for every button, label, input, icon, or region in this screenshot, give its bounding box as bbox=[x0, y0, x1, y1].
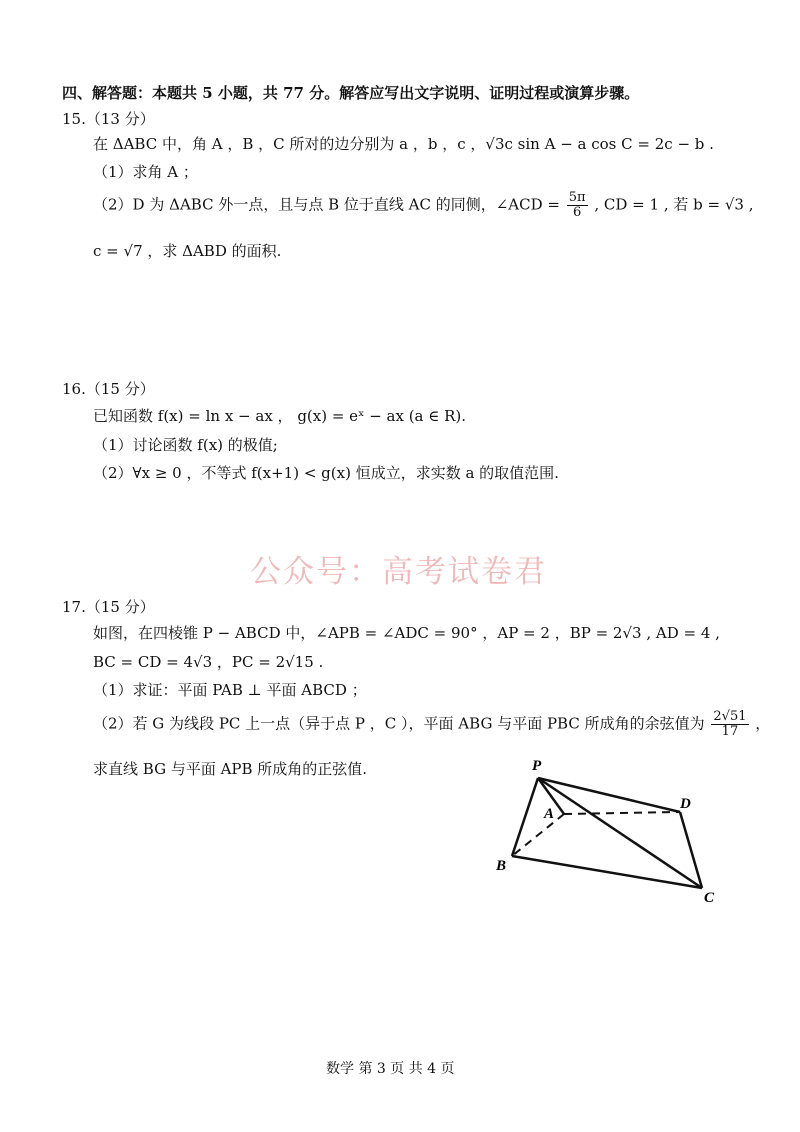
q15-fraction-denominator: 6 bbox=[573, 205, 582, 220]
q16-part1: （1）讨论函数 f(x) 的极值; bbox=[93, 436, 278, 454]
edge-bc bbox=[512, 856, 702, 888]
q15-part2-text-c: c = √7 ，求 ΔABD 的面积. bbox=[93, 242, 282, 260]
q15-part2-row bbox=[93, 191, 753, 220]
page-footer: 数学 第 3 页 共 4 页 bbox=[326, 1061, 455, 1077]
vertex-label-d: D bbox=[680, 796, 691, 812]
q15-number: 15.（13 分） bbox=[62, 110, 155, 128]
vertex-label-a: A bbox=[544, 806, 555, 822]
vertex-label-c: C bbox=[704, 890, 715, 906]
q17-fraction-denominator: 17 bbox=[721, 724, 739, 739]
q15-part2-fraction bbox=[567, 191, 588, 220]
q15-part1: （1）求角 A ； bbox=[93, 163, 198, 181]
q17-stem-line2: BC = CD = 4√3 ，PC = 2√15 . bbox=[93, 653, 324, 671]
q17-fraction-numerator: 2√51 bbox=[713, 709, 747, 724]
watermark-text: 公众号：高考试卷君 bbox=[250, 554, 547, 590]
q15-part2-text-b: , CD = 1 , 若 b = √3 , bbox=[594, 195, 754, 214]
q16-part2: （2）∀x ≥ 0 ，不等式 f(x+1) < g(x) 恒成立，求实数 a 的取值范围. bbox=[93, 464, 559, 482]
pyramid-figure bbox=[480, 746, 740, 906]
q15-stem: 在 ΔABC 中，角 A ，B ，C 所对的边分别为 a ，b ，c ，√3c sin A − a cos C = 2c − b . bbox=[93, 135, 714, 153]
vertex-label-p: P bbox=[532, 758, 542, 774]
q17-part2-text-a: （2）若 G 为线段 PC 上一点（异于点 P ，C ），平面 ABG 与平面 PBC 所成角的余弦值为 bbox=[93, 714, 705, 733]
vertex-label-b: B bbox=[496, 858, 507, 874]
q16-stem: 已知函数 f(x) = ln x − ax ， g(x) = eˣ − ax (a ∈ R). bbox=[93, 407, 467, 425]
edge-ad-hidden bbox=[564, 812, 680, 814]
q17-part2-text-b: ， bbox=[755, 714, 771, 733]
q15-part2-text-a: （2）D 为 ΔABC 外一点，且与点 B 位于直线 AC 的同侧，∠ACD = bbox=[93, 195, 560, 214]
q17-stem-line1: 如图，在四棱锥 P − ABCD 中，∠APB = ∠ADC = 90° ，AP = 2 ，BP = 2√3 , AD = 4 , bbox=[93, 624, 720, 642]
q17-part1: （1）求证：平面 PAB ⊥ 平面 ABCD ； bbox=[93, 681, 367, 699]
q16-number: 16.（15 分） bbox=[62, 380, 155, 398]
q17-part2-row bbox=[93, 710, 770, 739]
edge-pc bbox=[538, 778, 702, 888]
q17-part2-text-c: 求直线 BG 与平面 APB 所成角的正弦值. bbox=[93, 760, 368, 778]
section-header: 四、解答题：本题共 5 小题，共 77 分。解答应写出文字说明、证明过程或演算步骤。 bbox=[62, 84, 640, 102]
q15-fraction-numerator: 5π bbox=[568, 190, 586, 205]
q17-number: 17.（15 分） bbox=[62, 598, 155, 616]
q17-part2-fraction bbox=[711, 710, 748, 739]
